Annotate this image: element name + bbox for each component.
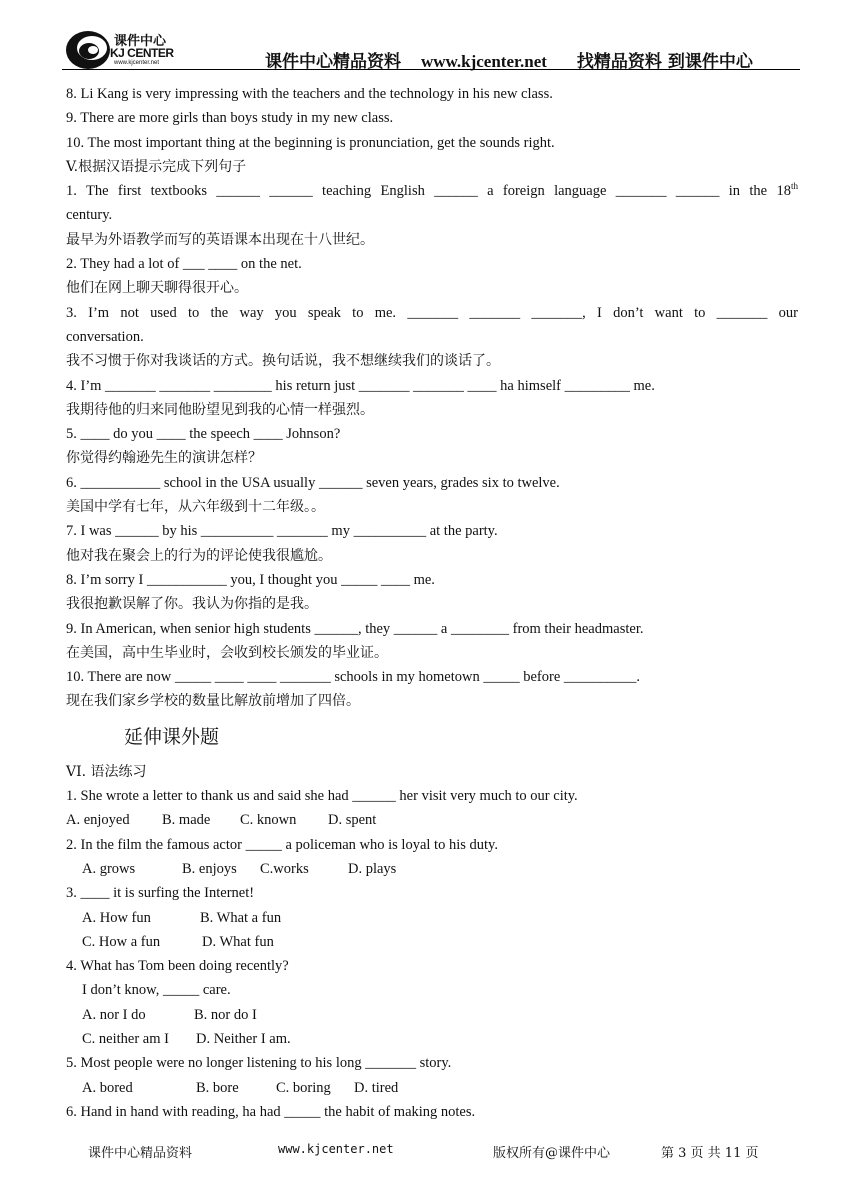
question-continuation: conversation. — [66, 328, 144, 345]
section-heading: VI. 语法练习 — [66, 763, 147, 780]
option: C.works — [260, 860, 309, 877]
question-continuation: century. — [66, 207, 113, 224]
reply-line: I don’t know, _____ care. — [82, 982, 231, 999]
options-line — [66, 1076, 798, 1100]
option: D. plays — [348, 860, 397, 877]
kjcenter-logo — [62, 20, 202, 72]
page-content — [66, 82, 798, 1124]
option: B. bore — [196, 1079, 239, 1096]
question-line: 2. They had a lot of ___ ____ on the net. — [66, 256, 302, 273]
chinese-hint: 在美国，高中生毕业时，会收到校长颁发的毕业证。 — [66, 644, 388, 661]
option: B. enjoys — [182, 860, 237, 877]
section-heading: V.根据汉语提示完成下列句子 — [66, 158, 247, 175]
page-header — [62, 20, 800, 72]
option: A. bored — [82, 1079, 133, 1096]
option: A. grows — [82, 860, 136, 877]
exercise-line: 9. There are more girls than boys study in my new class. — [66, 110, 394, 127]
question-line: 5. ____ do you ____ the speech ____ Johnson? — [66, 426, 341, 443]
options-line — [66, 930, 798, 954]
question-line: 5. Most people were no longer listening to his long _______ story. — [66, 1055, 452, 1072]
question-line: 6. Hand in hand with reading, ha had _____ the habit of making notes. — [66, 1103, 476, 1120]
question-line: 4. I’m _______ _______ ________ his return just _______ _______ ____ ha himself _________ me. — [66, 377, 655, 394]
question-line: 2. In the film the famous actor _____ a policeman who is loyal to his duty. — [66, 836, 498, 853]
question-line: 10. There are now _____ ____ ____ _______ schools in my hometown _____ before __________. — [66, 669, 641, 686]
options-line — [66, 906, 798, 930]
footer-site-link[interactable]: www.kjcenter.net — [278, 1142, 394, 1156]
chinese-hint: 现在我们家乡学校的数量比解放前增加了四倍。 — [66, 693, 360, 710]
header-left-text: 课件中心精品资料 — [265, 52, 401, 72]
question-text: 1. The first textbooks ______ ______ teaching English ______ a foreign language _______ ______ in the 18 — [66, 183, 791, 200]
header-site-link[interactable]: www.kjcenter.net — [421, 52, 547, 71]
question-line — [66, 179, 798, 203]
chinese-hint: 最早为外语教学而写的英语课本出现在十八世纪。 — [66, 231, 374, 248]
chinese-hint: 美国中学有七年，从六年级到十二年级。。 — [66, 499, 325, 516]
options-line — [66, 1027, 798, 1051]
page-number: 第 3 页 共 11 页 — [661, 1146, 759, 1161]
option: C. boring — [276, 1079, 331, 1096]
question-line: 7. I was ______ by his __________ _______ my __________ at the party. — [66, 523, 498, 540]
options-line — [66, 808, 798, 832]
option: C. How a fun — [82, 933, 161, 950]
question-line: 1. She wrote a letter to thank us and said she had ______ her visit very much to our city. — [66, 788, 578, 805]
superscript: th — [790, 181, 798, 192]
options-line — [66, 857, 798, 881]
option: B. nor do I — [194, 1006, 257, 1023]
question-line: 9. In American, when senior high students ______, they ______ a ________ from their headmaster. — [66, 620, 644, 637]
option: A. How fun — [82, 909, 151, 926]
exercise-line: 10. The most important thing at the beginning is pronunciation, get the sounds right. — [66, 134, 555, 151]
chinese-hint: 你觉得约翰逊先生的演讲怎样？ — [66, 450, 262, 467]
exercise-line: 8. Li Kang is very impressing with the teachers and the technology in his new class. — [66, 86, 553, 102]
header-right-text: 找精品资料 到课件中心 — [576, 52, 753, 72]
chinese-hint: 我期待他的归来同他盼望见到我的心情一样强烈。 — [66, 401, 374, 418]
option: A. enjoyed — [66, 812, 130, 829]
options-line — [66, 1003, 798, 1027]
footer-left-text: 课件中心精品资料 — [88, 1146, 193, 1161]
option: B. made — [162, 812, 211, 829]
option: C. neither am I — [82, 1030, 169, 1047]
logo-url: www.kjcenter.net — [114, 60, 160, 66]
question-line: 8. I’m sorry I ___________ you, I thought you _____ ____ me. — [66, 571, 435, 588]
question-line: 3. I’m not used to the way you speak to me. _______ _______ _______, I don’t want to _______ our — [66, 304, 798, 321]
question-line: 3. ____ it is surfing the Internet! — [66, 885, 255, 902]
logo-english-name: KJ CENTER — [110, 46, 174, 60]
footer-copyright: 版权所有@课件中心 — [493, 1146, 611, 1161]
swirl-logo-icon — [64, 26, 114, 72]
chinese-hint: 我不习惯于你对我谈话的方式。换句话说，我不想继续我们的谈话了。 — [66, 353, 500, 370]
header-divider — [62, 69, 800, 70]
chinese-hint: 他对我在聚会上的行为的评论使我很尴尬。 — [66, 547, 332, 564]
option: D. tired — [354, 1079, 399, 1096]
question-line: 6. ___________ school in the USA usually ______ seven years, grades six to twelve. — [66, 474, 560, 491]
option: A. nor I do — [82, 1006, 146, 1023]
extension-title: 延伸课外题 — [124, 725, 220, 748]
question-line: 4. What has Tom been doing recently? — [66, 958, 289, 975]
chinese-hint: 他们在网上聊天聊得很开心。 — [66, 280, 248, 297]
logo-chinese-name: 课件中心 — [114, 34, 167, 49]
option: D. Neither I am. — [196, 1030, 291, 1047]
chinese-hint: 我很抱歉误解了你。我认为你指的是我。 — [66, 596, 318, 613]
option: C. known — [240, 812, 297, 829]
option: D. spent — [328, 812, 377, 829]
option: D. What fun — [202, 933, 274, 950]
option: B. What a fun — [200, 909, 282, 926]
